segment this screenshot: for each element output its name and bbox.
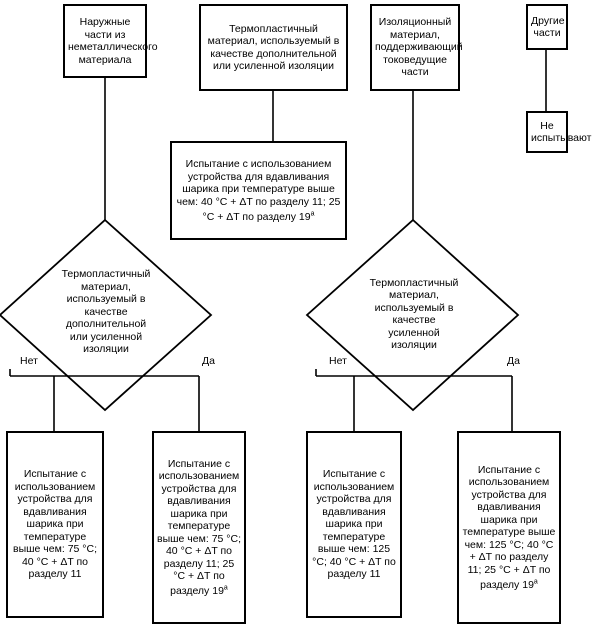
branch-label-yes: Да — [507, 355, 520, 367]
box-test-result-2: Испытание с использованием устройства для вдавливания шарика при температуре выше чем: 75 °C; 40 °C + ΔT по разделу 11; 25 °C + ΔT по разделу 19$^a$ — [152, 431, 246, 624]
footnote-mark: a — [533, 578, 538, 586]
box-text: Термопластичный материал, используемый в качестве дополнительной или усиленной изоляции — [207, 22, 340, 72]
box-test-result-1: Испытание с использованием устройства для вдавливания шарика при температуре выше чем: 75 °C; 40 °C + ΔT по разделу 11 — [6, 431, 104, 618]
test-condition: 25 °C + ΔT по разделу 19 — [202, 195, 341, 223]
box-thermoplastic-insulation — [199, 4, 348, 91]
box-other-parts — [526, 4, 568, 50]
footnote-mark: a — [223, 584, 228, 592]
box-test-result-4: Испытание с использованием устройства для вдавливания шарика при температуре выше чем: 125 °C; 40 °C + ΔT по разделу 11; 25 °C + ΔT по разделу 19$^a$ — [457, 431, 561, 624]
branch-label-no: Нет — [329, 355, 347, 367]
test-intro: Испытание с использованием устройства для вдавливания шарика при температуре выше чем: — [176, 158, 335, 208]
box-text: Изоляционный материал, поддерживающий токоведущие части — [375, 16, 463, 79]
decision-text-right: Термопластичный материал, используемый в качестве усиленной изоляции — [369, 276, 459, 351]
box-text: Наружные части из неметаллического материала — [68, 16, 158, 66]
box-test-result-3: Испытание с использованием устройства для вдавливания шарика при температуре выше чем: 125 °C; 40 °C + ΔT по разделу 11 — [306, 431, 402, 618]
box-insulating-live-parts — [370, 4, 463, 91]
box-text: Не испытывают — [531, 119, 592, 144]
branch-label-yes: Да — [202, 355, 215, 367]
box-test-thermoplastic — [170, 141, 347, 240]
footnote-mark: a — [310, 210, 315, 217]
box-not-tested — [526, 111, 592, 153]
box-text: Другие части — [531, 14, 565, 39]
test-condition: 40 °C + ΔT по разделу 11; — [200, 195, 326, 208]
decision-text-left: Термопластичный материал, используемый в качестве дополнительной или усиленной изоляции — [61, 268, 151, 356]
box-outer-nonmetal-parts — [63, 4, 158, 78]
branch-label-no: Нет — [20, 355, 38, 367]
